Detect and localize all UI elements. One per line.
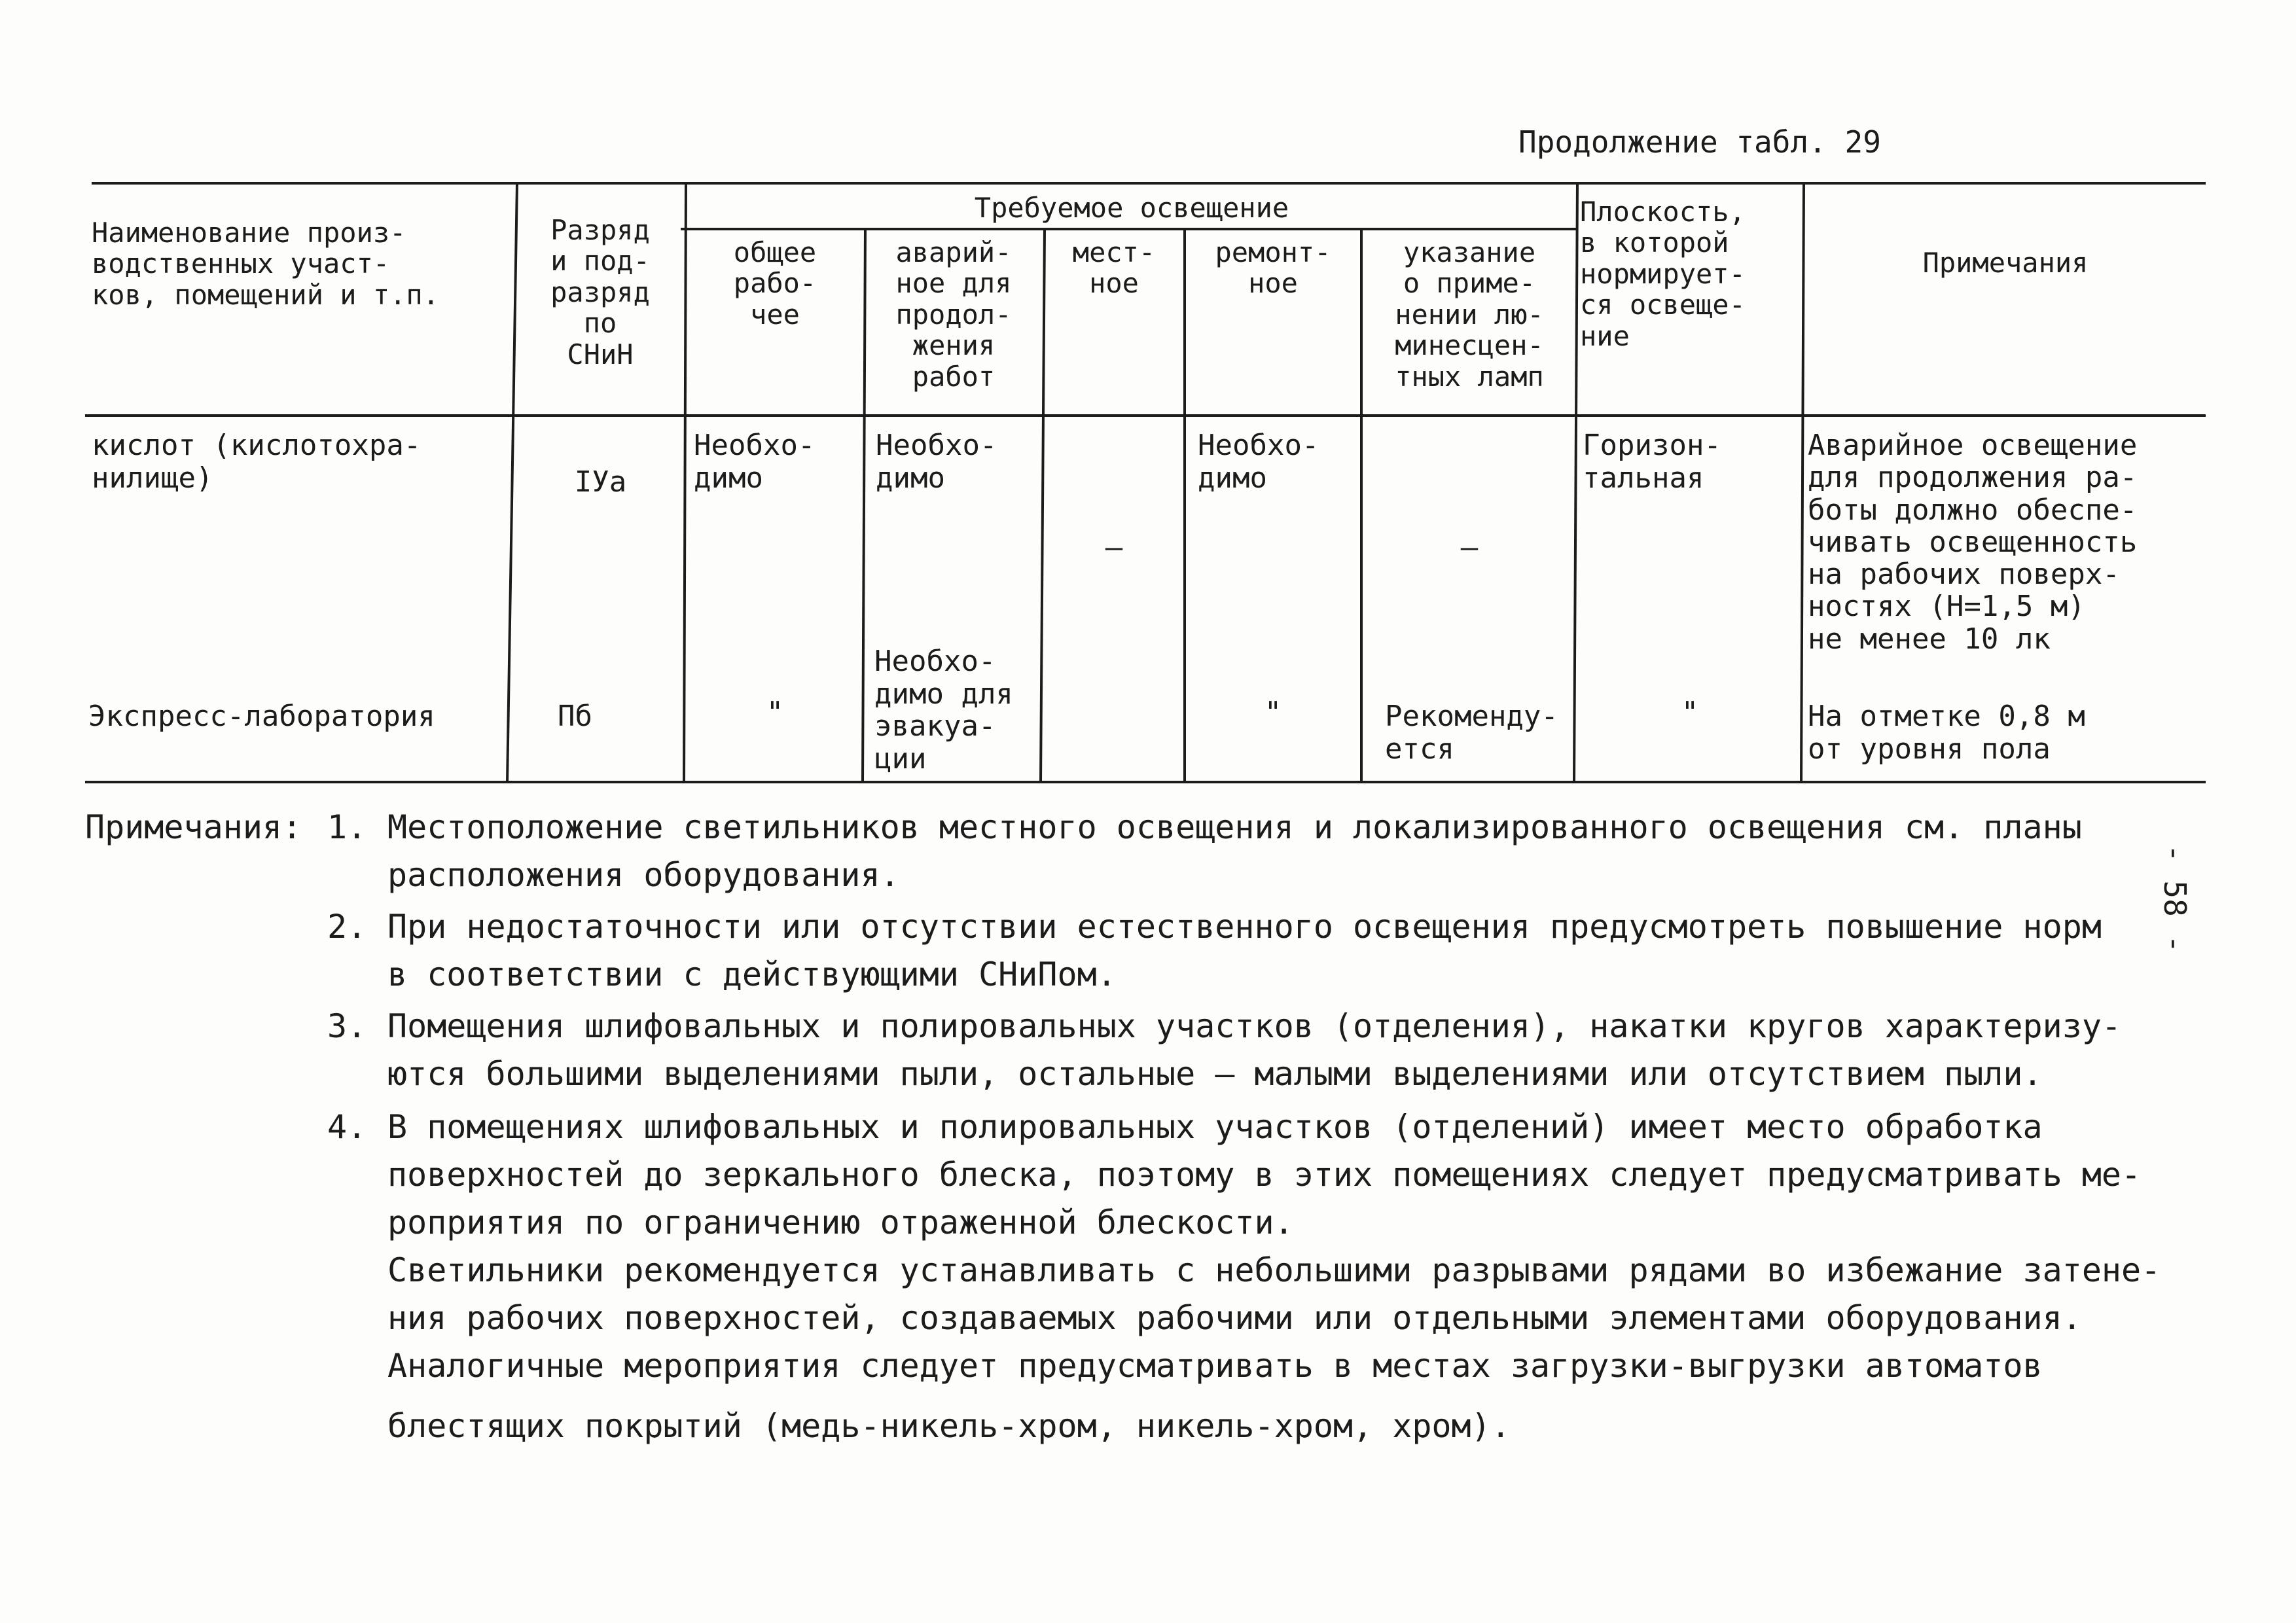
header-general-lighting: общее рабо- чее [733, 236, 817, 330]
row1-local: – [1105, 531, 1123, 564]
header-fluorescent-lamps: указание о приме- нении лю- минесцен- тных ламп [1395, 236, 1544, 393]
row1-repair: Необхо- димо [1198, 429, 1319, 495]
note-1-line-2: расположения оборудования. [387, 856, 900, 894]
note-4-line-5: ния рабочих поверхностей, создаваемых рабочими или отдельными элементами оборудования. [387, 1299, 2082, 1337]
header-local-lighting: мест- ное [1072, 236, 1156, 300]
row2-fluorescent: Рекоменду- ется [1385, 700, 1558, 766]
page-number: - 58 - [2157, 844, 2193, 954]
header-required-lighting-group: Требуемое освещение [974, 192, 1289, 224]
note-2-line-2: в соответствии с действующими СНиПом. [387, 955, 1117, 993]
header-remarks: Примечания [1922, 247, 2089, 279]
note-4-line-6: Аналогичные мероприятия следует предусматривать в местах загрузки-выгрузки автоматов [387, 1347, 2043, 1385]
header-category-column: Разряд и под- разряд по СНиН [550, 214, 650, 370]
note-1-line-1: Местоположение светильников местного освещения и локализированного освещения см. планы [387, 808, 2082, 846]
note-4-line-4: Светильники рекомендуется устанавливать с небольшими разрывами рядами во избежание затене- [387, 1251, 2161, 1289]
note-4-line-1: В помещениях шлифовальных и полировальных участков (отделений) имеет место обработка [387, 1108, 2043, 1146]
header-normalized-plane: Плоскость, в которой нормирует- ся освеще- ние [1580, 196, 1746, 352]
note-4-number: 4. [327, 1108, 367, 1146]
header-name-column: Наименование произ- водственных участ- ков, помещений и т.п. [92, 217, 440, 311]
row2-plane: " [1681, 696, 1699, 729]
row2-category: Пб [558, 700, 592, 733]
note-1-number: 1. [327, 808, 367, 846]
row1-category: IУа [574, 465, 627, 499]
table-continuation-caption: Продолжение табл. 29 [1518, 124, 1881, 160]
header-repair-lighting: ремонт- ное [1215, 236, 1331, 300]
row2-remarks: На отметке 0,8 м от уровня пола [1808, 700, 2085, 766]
notes-label: Примечания: [85, 808, 302, 846]
note-3-line-1: Помещения шлифовальных и полировальных участков (отделения), накатки кругов характеризу- [387, 1007, 2122, 1045]
note-2-line-1: При недостаточности или отсутствии естественного освещения предусмотреть повышение норм [387, 908, 2102, 946]
row2-emergency: Необхо- димо для эвакуа- ции [874, 645, 1013, 776]
row1-remarks: Аварийное освещение для продолжения ра- боты должно обеспе- чивать освещенность на рабочих поверх- ностях (Н=1,5 м) не менее 10 лк [1808, 429, 2138, 656]
note-4-line-3: роприятия по ограничению отраженной блескости. [387, 1204, 1294, 1241]
note-3-line-2: ются большими выделениями пыли, остальные – малыми выделениями или отсутствием пыли. [387, 1055, 2043, 1093]
note-2-number: 2. [327, 908, 367, 946]
row1-plane: Горизон- тальная [1583, 429, 1721, 495]
row2-general: " [766, 696, 784, 729]
row1-general: Необхо- димо [694, 429, 816, 495]
row2-name: Экспресс-лаборатория [88, 700, 435, 733]
row2-repair: " [1264, 696, 1282, 729]
note-4-line-7: блестящих покрытий (медь-никель-хром, никель-хром, хром). [387, 1407, 1511, 1445]
note-4-line-2: поверхностей до зеркального блеска, поэтому в этих помещениях следует предусматривать ме- [387, 1156, 2142, 1194]
header-emergency-lighting: аварий- ное для продол- жения работ [895, 236, 1012, 393]
note-3-number: 3. [327, 1007, 367, 1045]
row1-emergency: Необхо- димо [876, 429, 997, 495]
row1-name: кислот (кислотохра- нилище) [92, 429, 422, 495]
row1-fluorescent: – [1460, 531, 1479, 564]
